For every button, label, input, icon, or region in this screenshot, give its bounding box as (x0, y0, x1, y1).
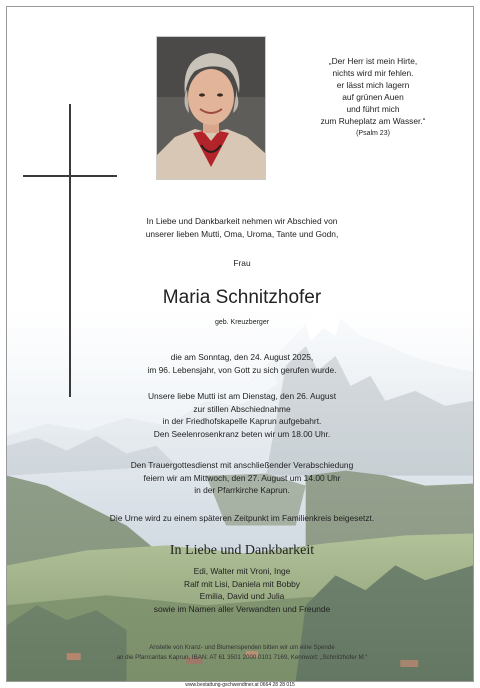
quote-line: nichts wird mir fehlen. (332, 68, 414, 78)
service-line: Den Trauergottesdienst mit anschließender Verabschiedung (130, 460, 354, 470)
footer-contact: www.bestattung-gschwendtner.at 0664 28 28 015 (185, 682, 295, 688)
funeral-service-notice (67, 459, 417, 497)
portrait-photo (157, 37, 265, 179)
viewing-line: Unsere liebe Mutti ist am Dienstag, den 26. August (147, 391, 337, 401)
deceased-name: Maria Schnitzhofer (162, 287, 322, 308)
obituary-card (6, 6, 474, 682)
salutation: Frau (233, 258, 251, 268)
death-line: die am Sonntag, den 24. August 2025, (170, 352, 314, 362)
intro-paragraph (67, 215, 417, 240)
viewing-line: zur stillen Abschiednahme (193, 403, 291, 414)
mourners-line: sowie im Namen aller Verwandten und Freunde (153, 604, 331, 615)
donation-notice (47, 643, 437, 663)
donation-line: Anstelle von Kranz- und Blumenspenden bitten wir um eine Spende (149, 644, 335, 651)
death-notice (67, 351, 417, 376)
mourners-line: Edi, Walter mit Vroni, Inge (193, 566, 291, 576)
viewing-notice (67, 390, 417, 440)
quote-line: „Der Herr ist mein Hirte, (328, 56, 418, 66)
viewing-line: Den Seelenrosenkranz beten wir um 18.00 Uhr. (153, 428, 331, 439)
quote-line: zum Ruheplatz am Wasser.“ (320, 116, 426, 126)
service-line: feiern wir am Mittwoch, den 27. August um 14.00 Uhr (143, 472, 341, 483)
urn-notice: Die Urne wird zu einem späteren Zeitpunkt im Familienkreis beigesetzt. (109, 513, 375, 523)
portrait-image (157, 37, 265, 179)
service-line: in der Pfarrkirche Kaprun. (194, 485, 290, 496)
cross-horizontal-bar (23, 175, 117, 177)
mourners-line: Emilia, David und Julia (199, 591, 285, 602)
thanks-heading: In Liebe und Dankbarkeit (169, 543, 315, 558)
viewing-line: in der Friedhofskapelle Kaprun aufgebahrt. (162, 416, 322, 427)
quote-reference: (Psalm 23) (356, 130, 390, 137)
mourners-line: Ralf mit Lisi, Daniela mit Bobby (184, 578, 300, 589)
quote-line: er lässt mich lagern (336, 80, 410, 90)
quote-line: auf grünen Auen (342, 92, 404, 102)
intro-line: unserer lieben Mutti, Oma, Uroma, Tante und Godn, (145, 228, 339, 239)
psalm-quote (299, 55, 447, 140)
intro-line: In Liebe und Dankbarkeit nehmen wir Abschied von (146, 216, 338, 226)
mourners-list (67, 565, 417, 616)
maiden-name: geb. Kreuzberger (214, 319, 270, 326)
death-line: im 96. Lebensjahr, von Gott zu sich gerufen wurde. (147, 364, 337, 375)
donation-line: an die Pfarrcaritas Kaprun, IBAN: AT 61 3501 2000 0101 7169, Kennwort: „Schnitzhofer M.“ (116, 654, 368, 661)
quote-line: und führt mich (346, 104, 400, 114)
